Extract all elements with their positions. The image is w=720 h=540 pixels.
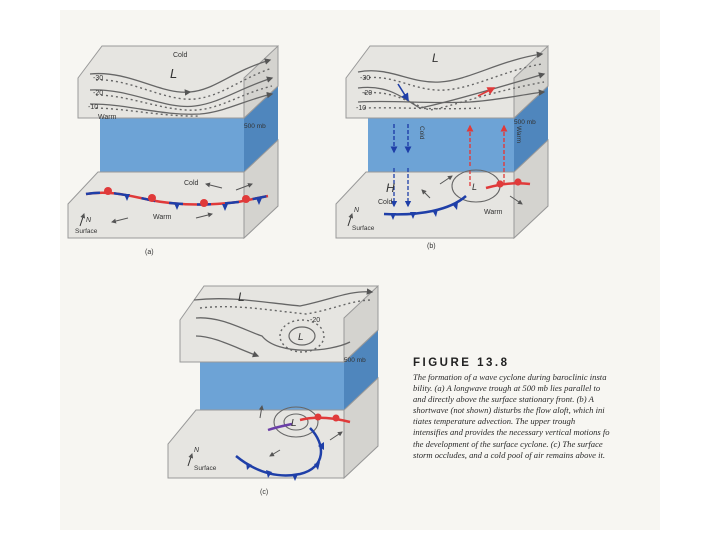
isotherm-label: -10 [88,104,99,111]
figure-caption [413,357,665,461]
warm-front-bump [242,195,250,203]
surface-label: Surface [194,465,217,472]
isotherm-label: -20 [93,90,104,97]
isotherm-label: -10 [356,105,367,112]
panel-a [68,46,278,256]
caption-line: tiates temperature advection. The upper trough [413,416,576,427]
warm-front-bump [315,414,322,421]
cold-pool-low-label: L [298,332,304,343]
caption-line: and directly above the surface stationary front. (b) A [413,394,594,405]
panel-c [168,286,378,496]
high-label: H [386,181,395,195]
isotherm-label: -30 [360,75,371,82]
warm-label: Warm [98,114,117,121]
caption-line: bility. (a) A longwave trough at 500 mb lies parallel to [413,383,601,394]
panel-tag: (b) [427,243,436,250]
warm-front-bump [104,187,112,195]
warm-front-bump [333,415,340,422]
low-label: L [238,290,245,304]
panel-tag: (c) [260,489,269,496]
surface-label: Surface [75,228,98,235]
caption-text [413,372,665,461]
air-column [368,118,514,172]
isotherm-label: -20 [310,317,321,324]
isotherm-label: -30 [93,75,104,82]
cold-label: Cold [184,180,199,187]
pressure-level-label: 500 mb [514,119,536,126]
isotherm-label: -20 [362,90,373,97]
air-column [100,118,244,172]
low-label: L [170,66,178,81]
warm-front-bump [514,178,521,185]
air-column [200,362,344,410]
panel-tag: (a) [145,249,154,256]
warm-label: Warm [153,214,172,221]
pressure-level-label: 500 mb [344,357,366,364]
surface-label: Surface [352,225,375,232]
column-cold-label: Cold [418,126,425,140]
panel-b [336,46,548,250]
column-warm-label: Warm [515,126,522,144]
north-label: N [354,207,360,214]
north-label: N [194,447,200,454]
low-label: L [432,51,439,65]
caption-line: storm occludes, and a cold pool of air remains above it. [413,449,606,460]
north-label: N [86,217,92,224]
cold-label: Cold [378,199,393,206]
caption-line: the development of the surface cyclone. (c) The surface [413,438,603,449]
caption-line: shortwave (not shown) disturbs the flow aloft, which ini [413,405,605,416]
surface-low-label: L [472,182,478,192]
caption-line: intensifies and provides the necessary vertical motions fo [413,427,610,438]
surface-low-label: L [291,418,297,429]
figure-number: FIGURE 13.8 [413,357,510,369]
warm-front-bump [200,199,208,207]
warm-front-bump [148,194,156,202]
warm-label: Warm [484,209,503,216]
pressure-level-label: 500 mb [244,123,266,130]
warm-front-bump [496,180,503,187]
cold-label: Cold [173,52,188,59]
caption-line: The formation of a wave cyclone during baroclinic insta [413,372,607,382]
